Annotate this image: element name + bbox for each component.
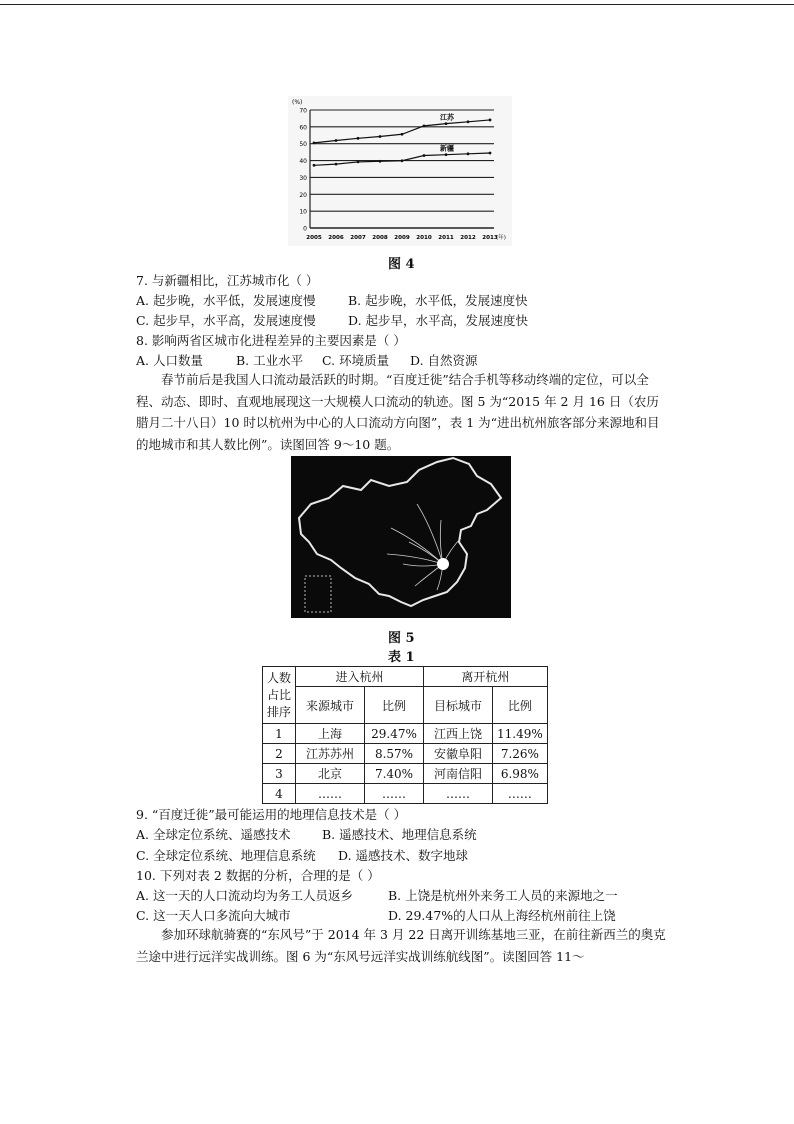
table-1-title: 表 1: [388, 650, 415, 665]
q10-option-b[interactable]: B. 上饶是杭州外来务工人员的来源地之一: [388, 888, 618, 903]
hangzhou-hub: [437, 558, 449, 570]
table-row: 1 上海 29.47% 江西上饶 11.49%: [263, 724, 548, 744]
header-source-city: 来源城市: [296, 687, 365, 724]
q8-option-a[interactable]: A. 人口数量: [136, 353, 203, 368]
y-tick-label: 20: [299, 191, 307, 199]
intro-paragraph-11: 参加环球航骑赛的“东风号”于 2014 年 3 月 22 日离开训练基地三亚，在前往新西兰的奥克兰途中进行远洋实战训练。图 6 为“东风号远洋实战训练航线图”。读图回答 11～: [136, 927, 666, 964]
intro-paragraph-9-10: 春节前后是我国人口流动最活跃的时期。“百度迁徙”结合手机等移动终端的定位，可以全程、动态、即时、直观地展现这一大规模人口流动的轨迹。图 5 为“2015 年 2 月 16 日（农历腊月二十八日）10 时以杭州为中心的人口流动方向图”，表 1 为“进出杭州旅客部分来源地和目的地城市和其人数比例”。读图回答 9～10 题。: [136, 372, 660, 452]
q10-option-d[interactable]: D. 29.47%的人口从上海经杭州前往上饶: [388, 908, 616, 923]
data-point: [401, 159, 404, 162]
y-tick-label: 60: [299, 124, 307, 132]
y-axis-label: (%): [292, 99, 303, 106]
data-point: [335, 163, 338, 166]
data-point: [423, 154, 426, 157]
q7-option-d[interactable]: D. 起步早，水平高，发展速度快: [348, 313, 529, 328]
flow-lines: [387, 504, 461, 590]
data-point: [445, 122, 448, 125]
header-target-city: 目标城市: [424, 687, 493, 724]
table-row: 2 江苏苏州 8.57% 安徽阜阳 7.26%: [263, 744, 548, 764]
y-tick-label: 70: [299, 107, 307, 115]
data-point: [489, 152, 492, 155]
page-top-rule: [0, 4, 794, 5]
y-tick-label: 40: [299, 158, 307, 166]
series-label: 新疆: [440, 144, 454, 153]
y-tick-label: 0: [303, 225, 307, 233]
data-point: [467, 152, 470, 155]
figure-4-caption: 图 4: [388, 257, 415, 272]
series-line-1: [314, 153, 490, 165]
question-7-stem: 7. 与新疆相比，江苏城市化（ ）: [136, 273, 319, 288]
q10-option-a[interactable]: A. 这一天的人口流动均为务工人员返乡: [136, 888, 353, 903]
q9-option-c[interactable]: C. 全球定位系统、地理信息系统: [136, 848, 316, 863]
question-9-stem: 9. “百度迁徙”最可能运用的地理信息技术是（ ）: [136, 807, 407, 822]
header-enter-hangzhou: 进入杭州: [296, 667, 424, 687]
china-outline: [299, 458, 501, 606]
figure-4-chart: [288, 96, 512, 246]
data-point: [379, 135, 382, 138]
q9-option-b[interactable]: B. 遥感技术、地理信息系统: [322, 827, 477, 842]
x-axis-label: (年): [496, 235, 506, 241]
data-point: [357, 161, 360, 164]
table-row: 4 …… …… …… ……: [263, 784, 548, 804]
data-point: [357, 137, 360, 140]
figure-5-map: [291, 456, 511, 618]
data-point: [379, 160, 382, 163]
x-tick-label: 2010: [416, 235, 432, 241]
urbanization-line-chart: [288, 96, 512, 246]
x-tick-label: 2007: [350, 235, 366, 241]
data-point: [467, 120, 470, 123]
q8-option-d[interactable]: D. 自然资源: [410, 353, 478, 368]
q8-option-b[interactable]: B. 工业水平: [236, 353, 304, 368]
x-tick-label: 2008: [372, 235, 388, 241]
y-tick-label: 10: [299, 208, 307, 216]
series-line-0: [314, 120, 490, 143]
y-tick-label: 30: [299, 174, 307, 182]
q10-option-c[interactable]: C. 这一天人口多流向大城市: [136, 908, 291, 923]
table-corner-cell: 人数 占比 排序: [263, 667, 296, 724]
table-1: [262, 666, 548, 804]
data-point: [489, 119, 492, 122]
header-leave-hangzhou: 离开杭州: [424, 667, 548, 687]
data-point: [313, 141, 316, 144]
q7-option-c[interactable]: C. 起步早，水平高，发展速度慢: [136, 313, 316, 328]
q9-option-a[interactable]: A. 全球定位系统、遥感技术: [136, 827, 291, 842]
data-point: [313, 164, 316, 167]
table-row: 3 北京 7.40% 河南信阳 6.98%: [263, 764, 548, 784]
data-point: [445, 153, 448, 156]
data-point: [423, 124, 426, 127]
x-tick-label: 2013: [482, 235, 498, 241]
header-ratio-in: 比例: [365, 687, 424, 724]
question-10-stem: 10. 下列对表 2 数据的分析，合理的是（ ）: [136, 868, 380, 883]
x-tick-label: 2006: [328, 235, 344, 241]
data-point: [335, 139, 338, 142]
q7-option-a[interactable]: A. 起步晚，水平低，发展速度慢: [136, 293, 316, 308]
series-label: 江苏: [440, 113, 454, 122]
q9-option-d[interactable]: D. 遥感技术、数字地球: [338, 848, 469, 863]
x-tick-label: 2009: [394, 235, 410, 241]
question-8-stem: 8. 影响两省区城市化进程差异的主要因素是（ ）: [136, 333, 406, 348]
header-ratio-out: 比例: [493, 687, 548, 724]
x-tick-label: 2005: [306, 235, 322, 241]
data-point: [401, 133, 404, 136]
south-china-sea-inset: [305, 576, 331, 612]
x-tick-label: 2012: [460, 235, 476, 241]
figure-5-caption: 图 5: [388, 631, 415, 646]
q7-option-b[interactable]: B. 起步晚，水平低，发展速度快: [348, 293, 528, 308]
x-tick-label: 2011: [438, 235, 454, 241]
y-tick-label: 50: [299, 141, 307, 149]
population-flow-map: [291, 456, 511, 618]
q8-option-c[interactable]: C. 环境质量: [322, 353, 390, 368]
